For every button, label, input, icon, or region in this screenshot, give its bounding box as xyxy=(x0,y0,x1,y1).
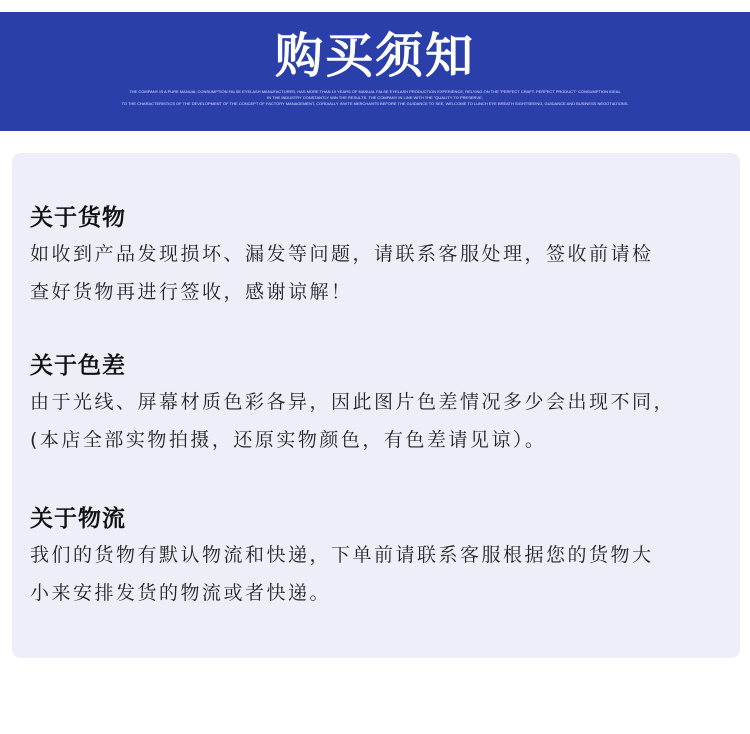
section-body-line: 我们的货物有默认物流和快递，下单前请联系客服根据您的货物大 xyxy=(30,544,654,566)
section-heading: 关于色差 xyxy=(30,353,126,379)
section-heading: 关于货物 xyxy=(30,205,126,231)
section-goods xyxy=(30,201,736,311)
fine-print-line: TO THE CHARACTERISTICS OF THE DEVELOPMENT OF THE CONCEPT OF FACTORY MANAGEMENT, CORDIALLY INVITE MERCHANTS BEFORE THE GUIDANCE TO SEE, WELCOME TO LUNCH EYE BREATH SIGHTSEEING, GUIDANCE AND BUSINESS NEGOTIATIONS. xyxy=(121,101,629,106)
section-body-line: 小来安排发货的物流或者快递。 xyxy=(30,582,332,604)
banner-fine-print xyxy=(0,89,750,107)
section-logistics xyxy=(30,502,736,612)
header-banner xyxy=(0,12,750,131)
section-color-difference xyxy=(30,349,736,459)
section-body-line: 由于光线、屏幕材质色彩各异，因此图片色差情况多少会出现不同， xyxy=(30,391,676,413)
fine-print-line: THE COMPANY IS A PURE MANUAL CONSUMPTION FALSE EYELASH MANUFACTURER, HAS MORE THAN 10 YEARS OF MANUAL FALSE EYELASH PRODUCTION EXPERIENCE, RELYING ON THE "PERFECT CRAFT, PERFECT PRODUCT" CONSUMPTION IDEAL xyxy=(129,89,621,94)
section-heading: 关于物流 xyxy=(30,506,126,532)
fine-print-line: IN THE INDUSTRY CONSTANTLY WIN THE RESULTS. THE COMPANY IN LINE WITH THE "QUALITY TO PRESERVE, xyxy=(267,95,483,100)
section-body-line: 查好货物再进行签收，感谢谅解！ xyxy=(30,281,353,303)
page-title: 购买须知 xyxy=(274,28,475,84)
notice-card xyxy=(12,153,740,658)
section-body-line: (本店全部实物拍摄，还原实物颜色，有色差请见谅）。 xyxy=(30,429,547,451)
section-body-line: 如收到产品发现损坏、漏发等问题，请联系客服处理，签收前请检 xyxy=(30,243,654,265)
